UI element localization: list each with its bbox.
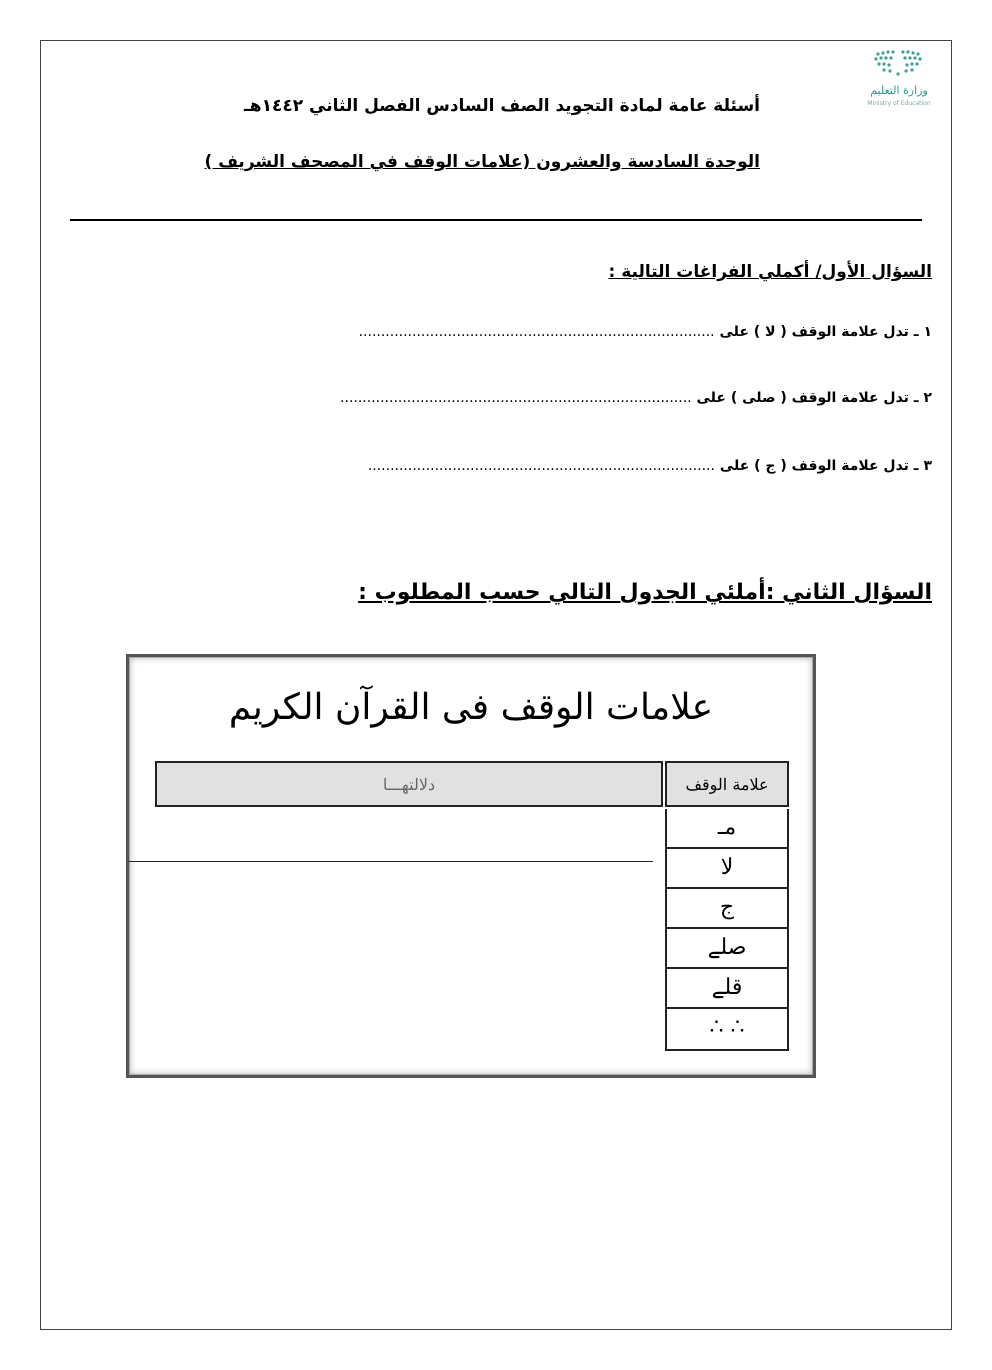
header-sign: علامة الوقف — [665, 761, 789, 807]
logo-subtext: Ministry of Education — [867, 100, 931, 107]
sign-cell: ∴ ∴ — [709, 1015, 745, 1040]
signs-column — [665, 809, 789, 1051]
question1-title: السؤال الأول/ أكملي الفراغات التالية : — [608, 262, 932, 282]
item-text: ١ ـ تدل علامة الوقف ( لا ) على — [719, 324, 932, 340]
sign-cell: مـ — [667, 809, 787, 849]
ministry-logo — [850, 48, 948, 110]
question1-item-2 — [340, 390, 932, 406]
header-meaning: دلالتهـــا — [155, 761, 663, 807]
header-unit: الوحدة السادسة والعشرون (علامات الوقف في المصحف الشريف ) — [204, 152, 760, 172]
answer-line[interactable] — [129, 861, 653, 862]
answer-blank[interactable]: .............................................................................. — [367, 458, 715, 474]
question1-item-1 — [359, 324, 932, 340]
logo-text: وزارة التعليم — [870, 84, 928, 97]
header-title: أسئلة عامة لمادة التجويد الصف السادس الفصل الثاني ١٤٤٢هـ — [244, 96, 760, 116]
question1-item-3 — [368, 458, 932, 474]
sign-cell: قلے — [667, 969, 787, 1009]
sign-cell: ج — [667, 889, 787, 929]
waqf-signs-figure — [126, 654, 816, 1078]
sign-cell: لا — [667, 849, 787, 889]
answer-blank[interactable]: ................................................................................ — [358, 324, 715, 340]
figure-title: علامات الوقف فى القرآن الكريم — [228, 687, 714, 728]
table-header — [155, 761, 791, 809]
divider — [70, 219, 922, 221]
item-text: ٢ ـ تدل علامة الوقف ( صلى ) على — [696, 390, 932, 406]
answer-blank[interactable]: ............................................................................... — [340, 390, 692, 406]
sign-cell: صلے — [667, 929, 787, 969]
item-text: ٣ ـ تدل علامة الوقف ( ج ) على — [719, 458, 932, 474]
question2-title: السؤال الثاني :أملئي الجدول التالي حسب المطلوب : — [358, 580, 932, 605]
ministry-logo-icon — [858, 48, 938, 78]
